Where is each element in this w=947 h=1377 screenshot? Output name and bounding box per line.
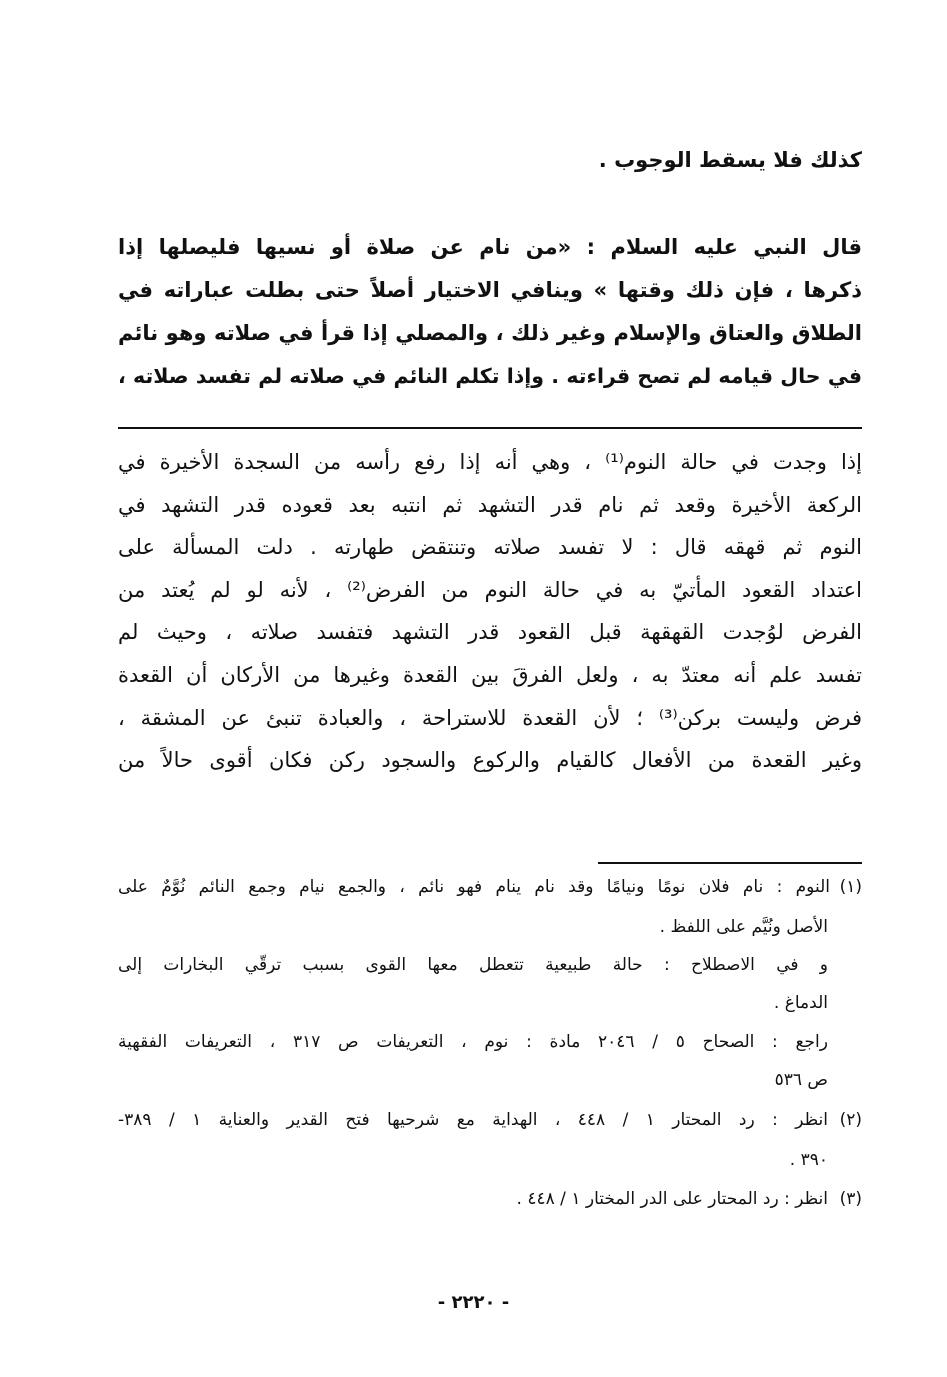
footnote-line: الدماغ . xyxy=(773,993,828,1013)
footnote-marker: (٢) xyxy=(839,1110,862,1130)
matn-line: الطلاق والعتاق والإسلام وغير ذلك ، والمصلي إذا قرأ في صلاته وهو نائم xyxy=(118,321,862,345)
footnote-line: النوم : نام فلان نومًا ونيامًا وقد نام ينام فهو نائم ، والجمع نيام وجمع النائم نُوَّمٌ على xyxy=(118,877,830,897)
page-number: - ٢٢٢٠ - xyxy=(437,1292,510,1313)
footnote-line: ص ٥٣٦ xyxy=(774,1070,828,1090)
footnote-marker: (٣) xyxy=(839,1189,862,1209)
commentary-line: تفسد علم أنه معتدّ به ، ولعل الفرقَ بين القعدة وغيرها من الأركان أن القعدة xyxy=(118,663,862,687)
commentary-line: إذا وجدت في حالة النوم⁽¹⁾ ، وهي أنه إذا رفع رأسه من السجدة الأخيرة في xyxy=(118,450,862,474)
matn-line: في حال قيامه لم تصح قراءته . وإذا تكلم النائم في صلاته لم تفسد صلاته ، xyxy=(118,364,862,388)
footnote-line: و في الاصطلاح : حالة طبيعية تتعطل معها القوى بسبب ترقّي البخارات إلى xyxy=(118,955,828,975)
footnote-marker: (١) xyxy=(839,877,862,897)
footnote-line: انظر : رد المحتار على الدر المختار ١ / ٤٤٨ . xyxy=(516,1189,828,1209)
footnote-line: ٣٩٠ . xyxy=(789,1150,828,1170)
footnote-line: الأصل ونُيَّم على اللفظ . xyxy=(659,917,828,937)
section-divider xyxy=(118,427,862,429)
commentary-line: النوم ثم قهقه قال : لا تفسد صلاته وتنتقض طهارته . دلت المسألة على xyxy=(118,535,862,559)
commentary-line: وغير القعدة من الأفعال كالقيام والركوع والسجود ركن فكان أقوى حالاً من xyxy=(118,748,862,772)
footnote-line: راجع : الصحاح ٥ / ٢٠٤٦ مادة : نوم ، التعريفات ص ٣١٧ ، التعريفات الفقهية xyxy=(118,1032,828,1052)
commentary-line: الفرض لوُجدت القهقهة قبل القعود قدر التشهد فتفسد صلاته ، وحيث لم xyxy=(118,620,862,644)
matn-line: كذلك فلا يسقط الوجوب . xyxy=(598,148,862,172)
footnote-line: انظر : رد المحتار ١ / ٤٤٨ ، الهداية مع شرحيها فتح القدير والعناية ١ / ٣٨٩- xyxy=(118,1110,828,1130)
matn-line: ذكرها ، فإن ذلك وقتها » وينافي الاختيار أصلاً حتى بطلت عباراته في xyxy=(118,278,862,302)
matn-line: قال النبي عليه السلام : «من نام عن صلاة أو نسيها فليصلها إذا xyxy=(118,235,862,259)
commentary-line: اعتداد القعود المأتيّ به في حالة النوم من الفرض⁽²⁾ ، لأنه لو لم يُعتد من xyxy=(118,578,862,602)
footnote-divider xyxy=(598,862,862,864)
commentary-line: الركعة الأخيرة وقعد ثم نام قدر التشهد ثم انتبه بعد قعوده قدر التشهد في xyxy=(118,493,862,517)
commentary-line: فرض وليست بركن⁽³⁾ ؛ لأن القعدة للاستراحة ، والعبادة تنبئ عن المشقة ، xyxy=(118,706,862,730)
